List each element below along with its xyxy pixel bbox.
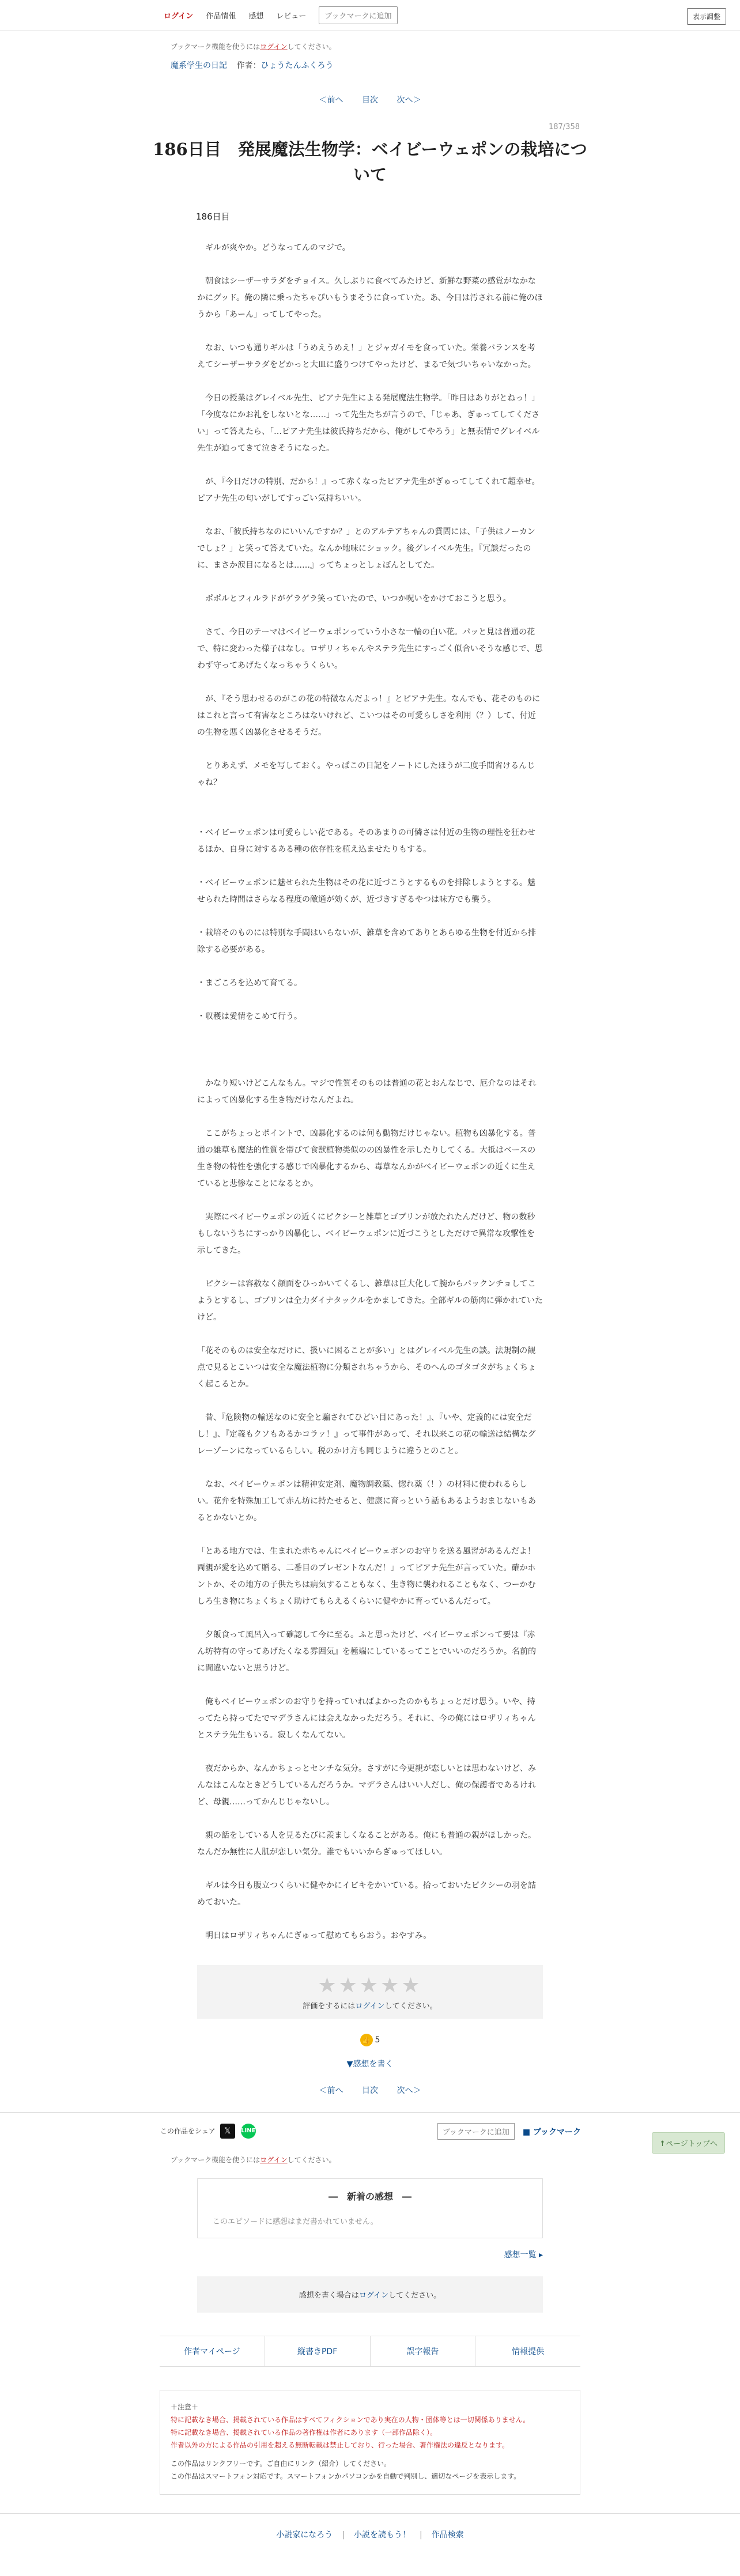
body-paragraph: が、『今日だけの特別、だから！』って赤くなったピアナ先生がぎゅってしてくれて超幸せ。ピアナ先生の匂いがしてすっごい気持ちいい。 xyxy=(197,477,540,503)
body-paragraph: ギルが爽やか。どうなってんのマジで。 xyxy=(197,243,350,252)
body-paragraph: 昔、『危険物の輸送なのに安全と騙されてひどい目にあった！』、『いや、定義的には安全だし！』、『定義もクソもあるかコラァ！』って事件があって、それ以来この花の輸送は結構なグレーゾーンになっているらしい。税のかけ方も同じように違うとのこと。 xyxy=(197,1413,536,1456)
body-paragraph xyxy=(197,1393,543,1410)
notice-red-1: 特に記載なき場合、掲載されている作品はすべてフィクションであり実在の人物・団体等とは一切関係ありません。 xyxy=(171,2416,530,2424)
rating-note: 評価をするにはログインしてください。 xyxy=(303,2002,437,2011)
work-info-link[interactable]: 作品情報 xyxy=(206,12,236,21)
series-title-link[interactable]: 魔系学生の日記 xyxy=(171,61,227,70)
body-paragraph xyxy=(197,1025,543,1042)
body-paragraph xyxy=(197,791,543,808)
body-paragraph xyxy=(197,1259,543,1276)
impression-login-link[interactable]: ログイン xyxy=(358,2291,389,2300)
episode-title: 186日目 発展魔法生物学：ベイビーウェポンの栽培について xyxy=(153,139,587,184)
body-paragraph xyxy=(197,574,543,591)
body-paragraph: 実際にベイビーウェポンの近くにピクシーと雑草とゴブリンが放たれたんだけど、物の数秒もしないうちにすっかり凶暴化し、ベイビーウェポンに近づこうとしただけで異常な攻撃性を示してきた。 xyxy=(197,1213,535,1255)
vertical-pdf-link[interactable]: 縦書きPDF xyxy=(265,2336,371,2366)
thumbs-up-icon: 👍 xyxy=(360,2034,373,2046)
body-paragraph xyxy=(197,1677,543,1694)
site-footer: 小説家になろう | 小説を読もう！ | 作品検索 xyxy=(0,2513,740,2558)
x-share-icon[interactable]: 𝕏 xyxy=(220,2124,235,2139)
prev-link-bottom[interactable]: ＜前へ xyxy=(319,2086,343,2095)
body-paragraph xyxy=(197,992,543,1009)
body-paragraph: ギルは今日も腹立つくらいに健やかにイビキをかいている。拾っておいたピクシーの羽を詰めておいた。 xyxy=(197,1881,536,1907)
next-link[interactable]: 次へ＞ xyxy=(397,96,421,105)
notice-title: ＋注意＋ xyxy=(171,2403,199,2411)
notice-red-3: 作者以外の方による作品の引用を超える無断転載は禁止しており、行った場合、著作権法の違反となります。 xyxy=(171,2441,509,2449)
body-paragraph: ピクシーは容赦なく顔面をひっかいてくるし、雑草は巨大化して腕からパックンチョしてこようとするし、ゴブリンは全力ダイナタックルをかましてきた。全部ギルの筋肉に弾かれていたけど。 xyxy=(197,1279,543,1322)
impressions-list-link[interactable]: 感想一覧 ▸ xyxy=(504,2250,543,2260)
body-paragraph xyxy=(197,457,543,474)
toc-link-bottom[interactable]: 目次 xyxy=(362,2086,378,2095)
author-link[interactable]: ひょうたんふくろう xyxy=(260,61,334,70)
new-impressions-heading: ― 新着の感想 ― xyxy=(328,2191,411,2202)
rating-stars[interactable]: ★★★★★ xyxy=(318,1974,422,1997)
write-impression-box: 感想を書く場合はログインしてください。 xyxy=(197,2276,543,2313)
add-bookmark-button[interactable]: ブックマークに追加 xyxy=(319,6,397,24)
line-share-icon[interactable]: LINE xyxy=(241,2124,256,2139)
share-bookmark-area xyxy=(437,2123,581,2140)
notice-red-2: 特に記載なき場合、掲載されている作品の著作権は作者にあります（一部作品除く）。 xyxy=(171,2428,437,2437)
prev-link[interactable]: ＜前へ xyxy=(319,96,343,105)
next-link-bottom[interactable]: 次へ＞ xyxy=(397,2086,421,2095)
body-paragraph xyxy=(197,858,543,875)
new-impressions-box xyxy=(197,2178,543,2238)
body-paragraph xyxy=(197,1911,543,1928)
author-info: 作者：ひょうたんふくろう xyxy=(236,61,334,70)
body-paragraph: 朝食はシーザーサラダをチョイス。久しぶりに食べてみたけど、新鮮な野菜の感覚がなかなかにグッド。俺の隣に乗ったちゃぴいもうまそうに食っていた。あ、今日は汚される前に俺のほうから「あーん」ってしてやった。 xyxy=(197,277,543,319)
body-paragraph xyxy=(197,1109,543,1125)
body-paragraph: なお、ベイビーウェポンは精神安定剤、魔物調教薬、惚れ薬（！）の材料に使われるらしい。花弁を特殊加工して赤ん坊に持たせると、健康に育っという話もあるようおまじないもあるとかないとか。 xyxy=(197,1480,536,1523)
page-top-button[interactable]: ↑ページトップへ xyxy=(652,2132,725,2154)
page-count: 187/358 xyxy=(548,123,580,131)
body-paragraph: なお、「彼氏持ちなのにいいんですか？」とのアルテアちゃんの質問には、「子供はノーカンでしょ？」と笑って答えていた。なんか地味にショック。後グレイベル先生。『冗談だったのに、まさか涙目になるとは……』ってちょっとしょぼんとしてた。 xyxy=(197,527,535,570)
body-paragraph: ・収穫は愛情をこめて行う。 xyxy=(197,1012,302,1021)
body-paragraph: 明日はロザリィちゃんにぎゅって慰めてもらおう。おやすみ。 xyxy=(197,1931,432,1940)
body-paragraph xyxy=(197,1059,543,1075)
body-paragraph: 「とある地方では、生まれた赤ちゃんにベイビーウェポンのお守りを送る風習があるんだよ！ 両親が愛を込めて贈る、二番目のプレゼントなんだ！」ってピアナ先生が言っていた。確かホントか、その地方の子供たちは病気することもなく、生き物に襲われることもなく、つーかむしろ生き物にちょくちょく助けてもらえるくらいに健やかに育っているんだって。 xyxy=(197,1547,543,1606)
body-paragraph: ポポルとフィルラドがゲラゲラ笑っていたので、いつか呪いをかけておこうと思う。 xyxy=(197,594,511,603)
add-bookmark-button-bottom[interactable]: ブックマークに追加 xyxy=(437,2123,515,2140)
body-paragraph xyxy=(197,607,543,624)
episode-nav-top xyxy=(0,94,740,105)
info-provide-link[interactable]: 情報提供 xyxy=(512,2347,545,2356)
body-paragraph: ・まごころを込めて育てる。 xyxy=(197,979,302,988)
body-paragraph xyxy=(197,373,543,390)
body-paragraph: なお、いつも通りギルは「うめえうめえ！」とジャガイモを食っていた。栄養バランスを考えてシーザーサラダをどかっと大皿に盛りつけてやったけど、まるで気づいちゃいなかった。 xyxy=(197,343,536,369)
bookmark-login-note-bottom: ブックマーク機能を使うにはログインしてください。 xyxy=(171,2156,336,2164)
body-paragraph xyxy=(197,1192,543,1209)
notice-line-1: この作品はリンクフリーです。ご自由にリンク（紹介）してください。 xyxy=(171,2460,391,2468)
login-link[interactable]: ログイン xyxy=(164,12,194,21)
typo-report-link[interactable]: 誤字報告 xyxy=(371,2336,476,2366)
body-paragraph: とりあえず、メモを写しておく。やっぱこの日記をノートにしたほうが二度手間省けるんじゃね？ xyxy=(197,761,535,787)
body-paragraph xyxy=(197,256,543,273)
body-paragraph xyxy=(197,1527,543,1543)
notice-box xyxy=(160,2390,580,2495)
top-navbar xyxy=(0,0,740,31)
body-paragraph: 俺もベイビーウェポンのお守りを持っていればよかったのかもちょっとだけ思う。いや、持ってたら持ってたでマデラさんには会えなかっただろう。それに、今の俺にはロザリィちゃんとステラ先生もいる。寂しくなんてない。 xyxy=(197,1697,536,1740)
narou-link[interactable]: 小説家になろう xyxy=(276,2530,333,2540)
body-paragraph xyxy=(197,958,543,975)
no-impressions-text: このエピソードに感想はまだ書かれていません。 xyxy=(213,2218,378,2226)
bookmark-login-note: ブックマーク機能を使うにはログインしてください。 xyxy=(171,43,336,51)
impressions-link[interactable]: 感想 xyxy=(248,12,264,21)
body-paragraph xyxy=(197,507,543,524)
body-paragraph: 親の話をしている人を見るたびに羨ましくなることがある。俺にも普通の親がほしかった。なんだか無性に人肌が恋しい気分。誰でもいいからぎゅってほしい。 xyxy=(197,1831,536,1857)
toc-link[interactable]: 目次 xyxy=(362,96,378,105)
episode-nav-bottom xyxy=(0,2084,740,2096)
body-paragraph: 「花そのものは安全なだけに、扱いに困ることが多い」とはグレイベル先生の談。法規制の観点で見るとこいつは安全な魔法植物に分類されちゃうから、そのへんのゴタゴタがちょくちょく起こるとか。 xyxy=(197,1346,536,1389)
bookmark-login-link[interactable]: ログイン xyxy=(260,43,288,51)
body-paragraph xyxy=(197,1042,543,1059)
body-paragraph xyxy=(197,741,543,758)
body-paragraph: ・ベイビーウェポンは可愛らしい花である。そのあまりの可憐さは付近の生物の理性を狂わせるほか、自身に対するある種の依存性を植え込ませたりもする。 xyxy=(197,828,535,854)
review-link[interactable]: レビュー xyxy=(276,12,307,21)
rating-login-link[interactable]: ログイン xyxy=(355,2002,385,2011)
body-paragraph xyxy=(197,1811,543,1827)
bookmark-link[interactable]: ■ ブックマーク xyxy=(522,2127,581,2137)
body-paragraph: ・ベイビーウェポンに魅せられた生物はその花に近づこうとするものを排除しようとする。魅せられた時間はさらなる程度の敵通が効くが、近づきすぎるやつは味方でも襲う。 xyxy=(197,878,535,904)
write-impression-toggle[interactable]: ▼感想を書く xyxy=(346,2060,394,2069)
footer-links xyxy=(160,2336,580,2367)
like-count: 5 xyxy=(375,2035,380,2045)
body-paragraph: ここがちょっとポイントで、凶暴化するのは何も動物だけじゃない。植物も凶暴化する。普通の雑草も魔法的性質を帯びて食獣植物类似のの凶暴性を示したりしてくる。大抵はベースの生き物の特性を強化する感じで凶暴化するから、毒草なんかがベイビーウェポンの近くに生えていると悲惨なことになるとか。 xyxy=(197,1129,536,1188)
body-paragraph xyxy=(197,1460,543,1476)
yomou-link[interactable]: 小説を読もう！ xyxy=(354,2530,410,2540)
body-paragraph xyxy=(197,323,543,340)
body-paragraph xyxy=(197,1861,543,1878)
body-paragraph: 夜だからか、なんかちょっとセンチな気分。さすがに今更親が恋しいとは思わないけど、みんなはこんなときどうしているんだろうか。マデラさんはいい人だし、俺の保護者であるけれど、母親……ってかんじじゃないし。 xyxy=(197,1764,536,1807)
body-paragraph xyxy=(197,1326,543,1343)
body-paragraph: が、『そう思わせるのがこの花の特徴なんだよっ！』とピアナ先生。なんでも、花そのものにはこれと言って有害なところはないけれど、こいつはその可愛らしさを利用（？）して、付近の生物を悪く凶暴化させるそうだ。 xyxy=(197,694,540,737)
body-paragraph xyxy=(197,1744,543,1761)
display-settings-button[interactable]: 表示調整 xyxy=(687,8,726,25)
body-paragraph xyxy=(197,674,543,691)
episode-subtitle: 186日目 xyxy=(196,211,230,222)
notice-line-2: この作品はスマートフォン対応です。スマートフォンかパソコンかを自動で判別し、適切なページを表示します。 xyxy=(171,2472,521,2480)
body-paragraph xyxy=(197,1610,543,1627)
body-paragraph: さて、今日のテーマはベイビーウェポンっていう小さな一輪の白い花。パッと見は普通の花で、特に変わった様子はなし。ロザリィちゃんやステラ先生にすっごく似合いそうな感じで、思わず守ってあげたくなっちゃうくらい。 xyxy=(197,628,543,670)
episode-body xyxy=(197,240,543,1944)
body-paragraph xyxy=(197,808,543,825)
body-paragraph: ・栽培そのものには特別な手間はいらないが、雑草を含めてありとあらゆる生物を付近から排除する必要がある。 xyxy=(197,928,536,954)
bookmark-login-link-bottom[interactable]: ログイン xyxy=(260,2156,288,2164)
body-paragraph: 夕飯食って風呂入って確認して今に至る。ふと思ったけど、ベイビーウェポンって要は『赤ん坊特有の守ってあげたくなる雰囲気』を極端にしているってことでいいのだろうか。名前的に間違いないと思うけど。 xyxy=(197,1630,536,1673)
rating-box xyxy=(197,1965,543,2019)
like-button[interactable] xyxy=(0,2034,740,2046)
body-paragraph: 今日の授業はグレイベル先生、ピアナ先生による発展魔法生物学。「昨日はありがとねっ！」「今度なにかお礼をしないとな……」って先生たちが言うので、「じゃあ、ぎゅってしてください」って答えたら、「…ピアナ先生は彼氏持ちだから、俺がしてやろう」と無表情でグレイベル先生が迫ってきて泣きそうになった。 xyxy=(197,394,540,453)
body-paragraph xyxy=(197,908,543,925)
author-mypage-link[interactable]: 作者マイページ xyxy=(160,2336,265,2366)
share-bar xyxy=(0,2112,740,2149)
series-info xyxy=(0,51,740,71)
search-link[interactable]: 作品検索 xyxy=(431,2530,464,2540)
body-paragraph: かなり短いけどこんなもん。マジで性質そのものは普通の花とおんなじで、厄介なのはそれによって凶暴化する生き物だけなんだよね。 xyxy=(197,1079,537,1105)
share-label: この作品をシェア xyxy=(160,2127,216,2135)
